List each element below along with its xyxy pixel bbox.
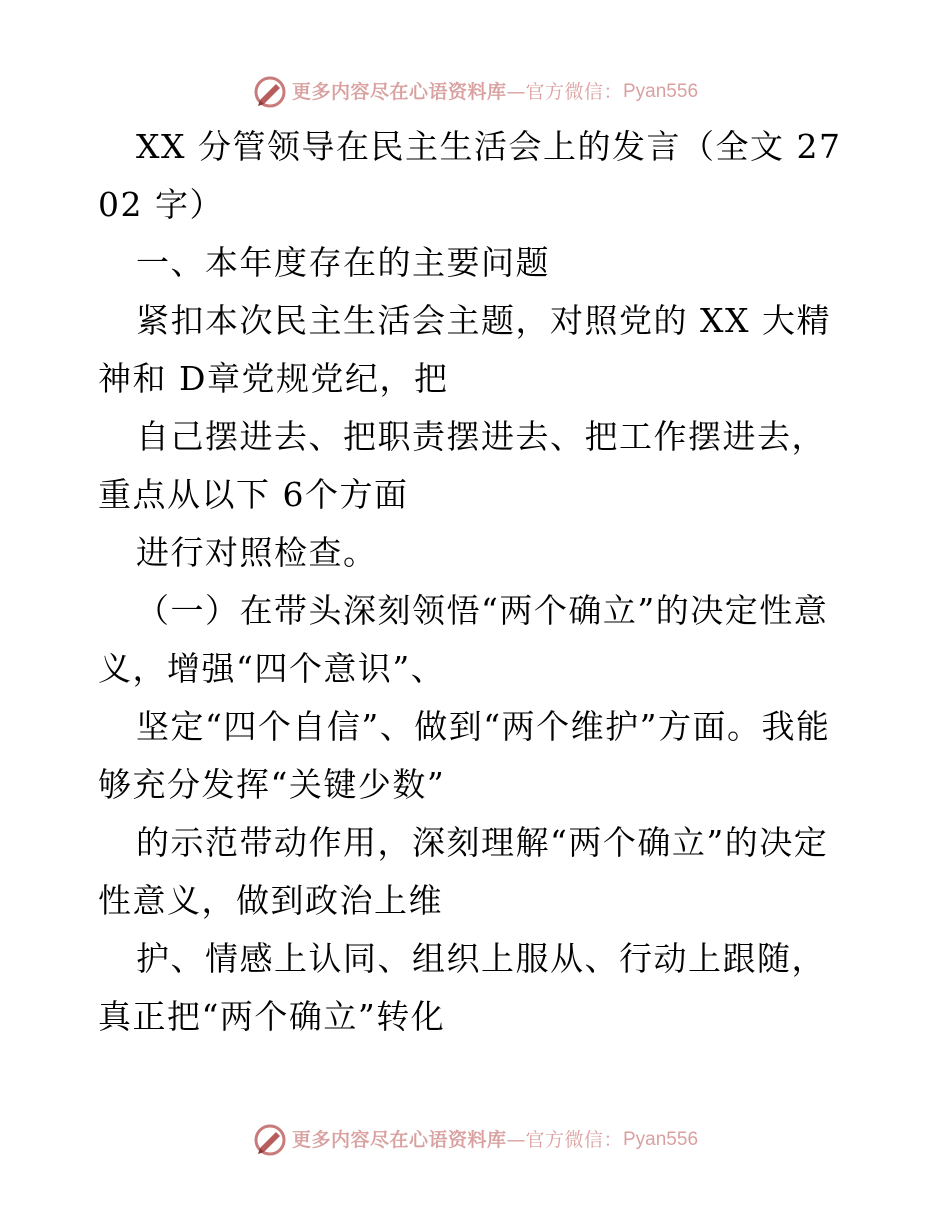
paragraph: 坚定“四个自信”、做到“两个维护”方面。我能够充分发挥“关键少数”	[98, 707, 831, 804]
watermark-wechat-id: Pyan556	[623, 1129, 699, 1150]
paragraph: 自己摆进去、把职责摆进去、把工作摆进去，重点从以下 6个方面	[98, 417, 826, 514]
pen-circle-logo-icon	[252, 74, 288, 110]
watermark-wechat-id: Pyan556	[623, 81, 699, 102]
header-watermark	[0, 70, 950, 114]
watermark-dash: —	[506, 1129, 526, 1151]
watermark-main-text: 更多内容尽在心语资料库	[291, 1129, 507, 1151]
document-body	[98, 118, 858, 1046]
pen-circle-logo-icon	[252, 1122, 288, 1158]
watermark-wechat-label: 官方微信：	[525, 1129, 623, 1151]
paragraph: 护、情感上认同、组织上服从、行动上跟随，真正把“两个确立”转化	[98, 939, 826, 1036]
watermark-wechat-label: 官方微信：	[525, 81, 623, 103]
watermark-dash: —	[506, 81, 526, 103]
paragraph: 进行对照检查。	[136, 533, 378, 572]
footer-watermark	[0, 1118, 950, 1162]
paragraph: 紧扣本次民主生活会主题，对照党的 XX 大精神和 D章党规党纪，把	[98, 301, 831, 398]
section-heading: 一、本年度存在的主要问题	[136, 243, 550, 282]
paragraph: （一）在带头深刻领悟“两个确立”的决定性意义，增强“四个意识”、	[98, 591, 829, 688]
paragraph: 的示范带动作用，深刻理解“两个确立”的决定性意义，做到政治上维	[98, 823, 829, 920]
watermark-main-text: 更多内容尽在心语资料库	[291, 81, 507, 103]
document-title: XX 分管领导在民主生活会上的发言（全文 2702 字）	[98, 127, 842, 224]
